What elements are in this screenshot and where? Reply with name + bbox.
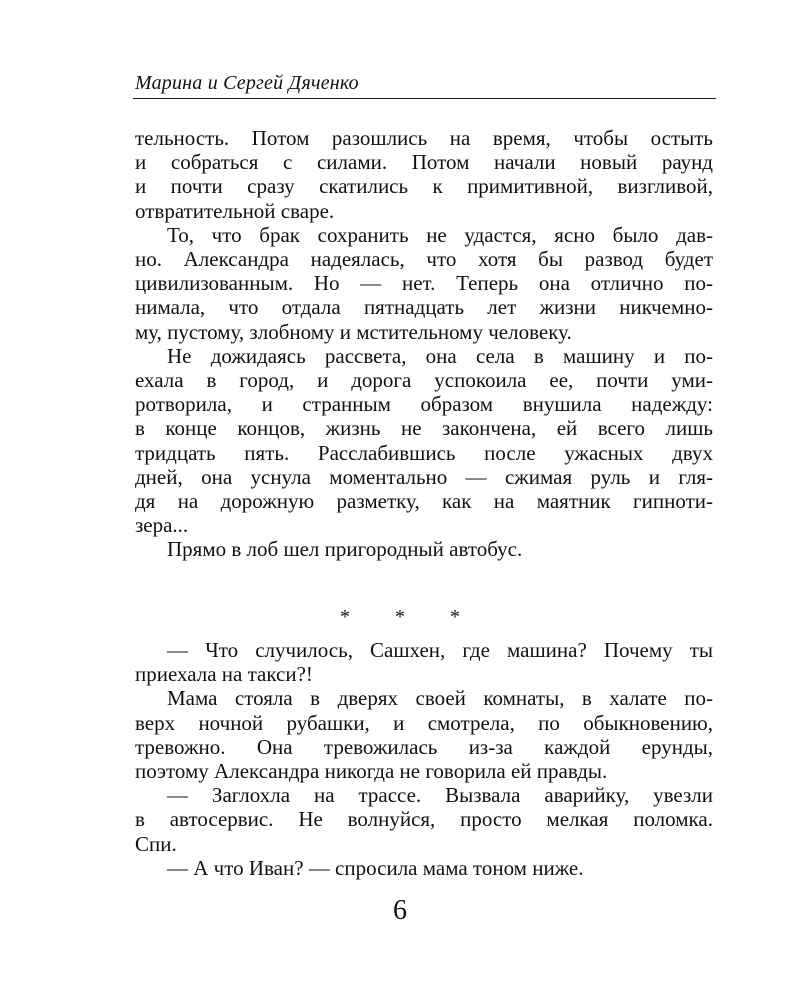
text-line: отвратительной сваре. bbox=[135, 198, 335, 223]
text-line: Не дожидаясь рассвета, она села в машину и по- bbox=[167, 343, 713, 368]
text-line: дя на дорожную разметку, как на маятник гипноти- bbox=[135, 489, 713, 514]
header-rule bbox=[133, 98, 716, 99]
text-line: приехала на такси?! bbox=[135, 662, 313, 687]
text-line: зера... bbox=[135, 513, 189, 538]
text-line: тридцать пять. Расслабившись после ужасных двух bbox=[135, 440, 713, 465]
page-number: 6 bbox=[393, 895, 407, 926]
running-head: Марина и Сергей Дяченко bbox=[135, 72, 359, 94]
text-line: поэтому Александра никогда не говорила ей правды. bbox=[135, 759, 608, 784]
text-line: тельность. Потом разошлись на время, чтобы остыть bbox=[135, 126, 713, 150]
text-line: — А что Иван? — спросила мама тоном ниже. bbox=[167, 855, 584, 880]
text-line: дней, она уснула моментально — сжимая руль и гля- bbox=[135, 464, 713, 489]
text-line: — Что случилось, Сашхен, где машина? Почему ты bbox=[167, 638, 713, 662]
text-line: цивилизованным. Но — нет. Теперь она отлично по- bbox=[135, 271, 713, 296]
text-line: и почти сразу скатились к примитивной, визгливой, bbox=[135, 174, 713, 199]
text-line: в конце концов, жизнь не закончена, ей всего лишь bbox=[135, 416, 713, 441]
text-line: ротворила, и странным образом внушила надежду: bbox=[135, 392, 713, 417]
text-line: но. Александра надеялась, что хотя бы развод будет bbox=[135, 247, 713, 272]
text-line: тревожно. Она тревожилась из-за каждой ерунды, bbox=[135, 734, 713, 759]
text-line: нимала, что отдала пятнадцать лет жизни никчемно- bbox=[135, 295, 713, 320]
text-line: и собраться с силами. Потом начали новый раунд bbox=[135, 150, 713, 175]
text-line: То, что брак сохранить не удастся, ясно было дав- bbox=[167, 222, 713, 247]
body-text-block-1 bbox=[135, 126, 713, 562]
text-line: ехала в город, и дорога успокоила ее, почти уми- bbox=[135, 368, 713, 393]
text-line: Прямо в лоб шел пригородный автобус. bbox=[167, 537, 523, 562]
text-line: му, пустому, злобному и мстительному человеку. bbox=[135, 319, 572, 344]
text-line: верх ночной рубашки, и смотрела, по обыкновению, bbox=[135, 710, 713, 735]
text-line: Спи. bbox=[135, 831, 177, 856]
text-line: в автосервис. Не волнуйся, просто мелкая поломка. bbox=[135, 807, 713, 832]
body-text-block-2 bbox=[135, 638, 713, 880]
text-line: Мама стояла в дверях своей комнаты, в халате по- bbox=[167, 686, 713, 711]
text-line: — Заглохла на трассе. Вызвала аварийку, увезли bbox=[167, 783, 713, 808]
section-separator: * * * bbox=[340, 606, 480, 628]
